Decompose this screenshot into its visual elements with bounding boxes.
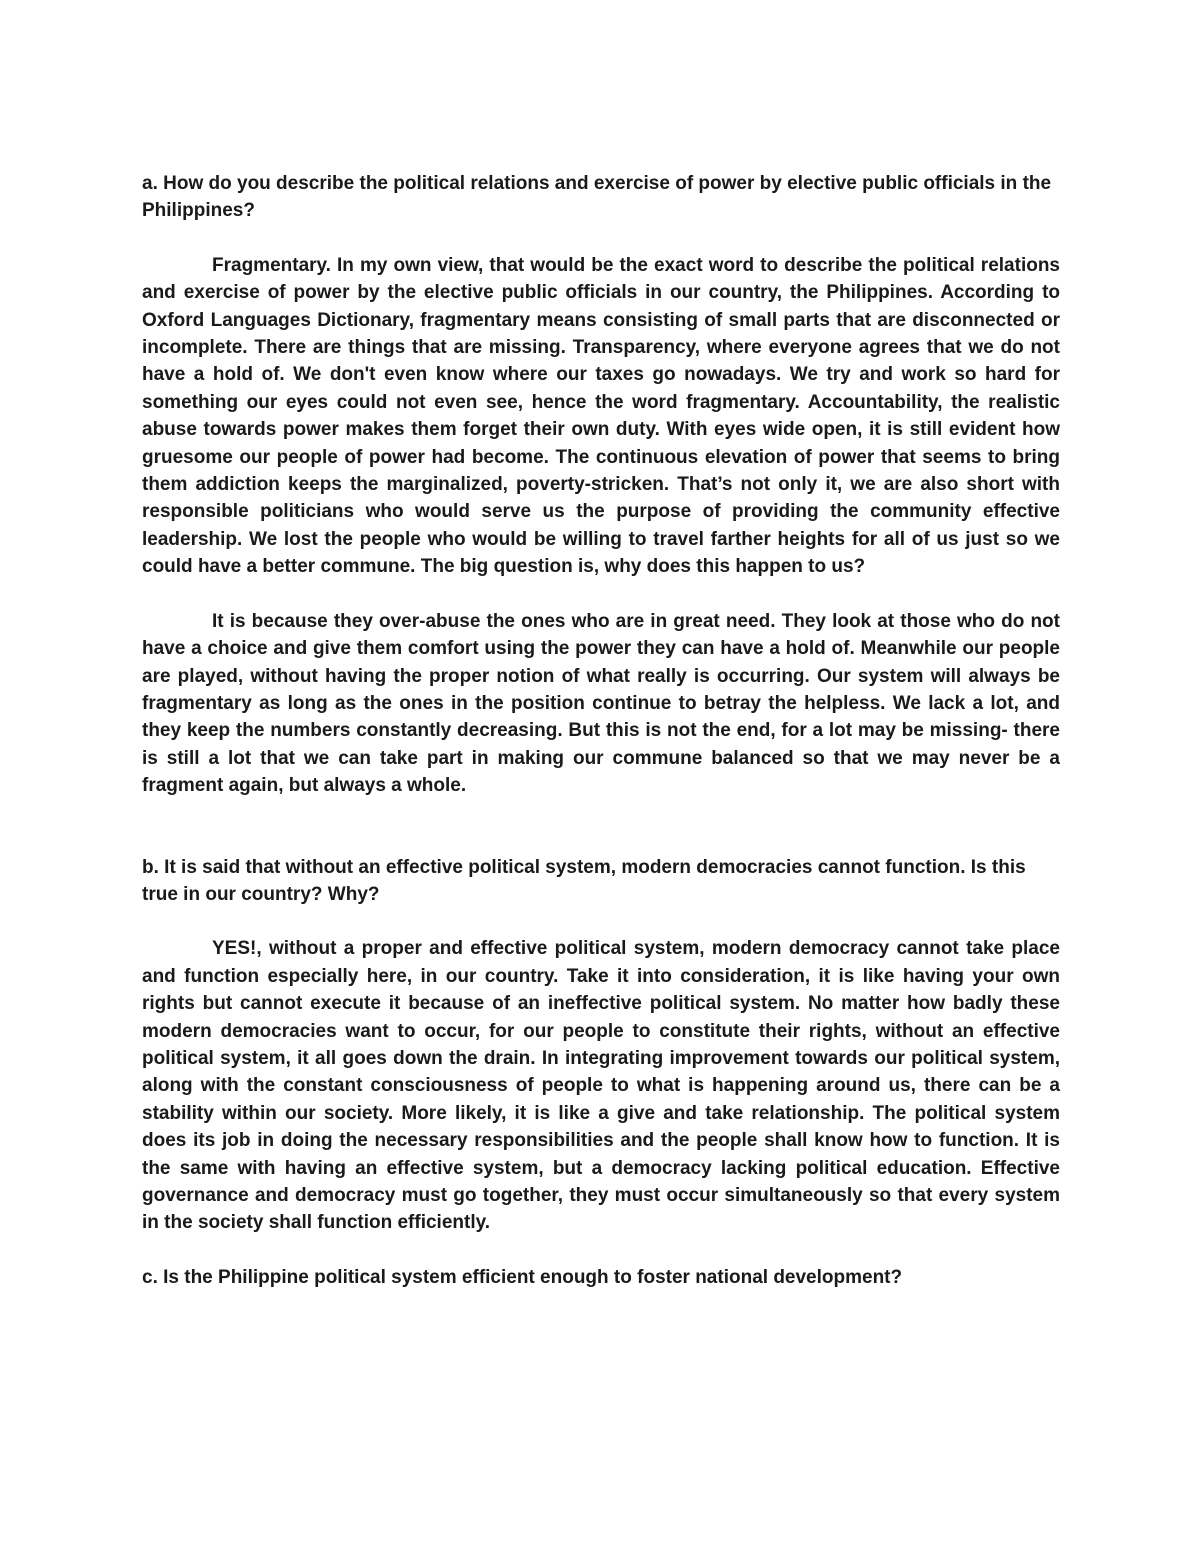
document-body — [142, 170, 1060, 1291]
paragraph-spacer — [142, 225, 1060, 252]
question-c: c. Is the Philippine political system efficient enough to foster national development? — [142, 1266, 903, 1288]
paragraph-spacer — [142, 581, 1060, 608]
answer-a-paragraph-2: It is because they over-abuse the ones who are in great need. They look at those who do not have a choice and give them comfort using the power they can have a hold of. Meanwhile our people are played, without having the proper notion of what really is occurring. Our system will always be fragmentary as long as the ones in the position continue to betray the helpless. We lack a lot, and they keep the numbers constantly decreasing. But this is not the end, for a lot may be missing- there is still a lot that we can take part in making our commune balanced so that we may never be a fragment again, but always a whole. — [142, 610, 1060, 797]
question-a: a. How do you describe the political relations and exercise of power by elective public officials in the Philippines? — [142, 173, 1052, 222]
question-b: b. It is said that without an effective political system, modern democracies cannot function. Is this true in our country? Why? — [142, 856, 1026, 905]
answer-b-paragraph-1: YES!, without a proper and effective political system, modern democracy cannot take place and function especially here, in our country. Take it into consideration, it is like having your own rights but cannot execute it because of an ineffective political system. No matter how badly these modern democracies want to occur, for our people to constitute their rights, without an effective political system, it all goes down the drain. In integrating improvement towards our political system, along with the constant consciousness of people to what is happening around us, there can be a stability within our society. More likely, it is like a give and take relationship. The political system does its job in doing the necessary responsibilities and the people shall know how to function. It is the same with having an effective system, but a democracy lacking political education. Effective governance and democracy must go together, they must occur simultaneously so that every system in the society shall function efficiently. — [142, 938, 1060, 1234]
section-spacer — [142, 800, 1060, 854]
paragraph-spacer — [142, 1237, 1060, 1264]
paragraph-spacer — [142, 908, 1060, 935]
answer-a-paragraph-1: Fragmentary. In my own view, that would be the exact word to describe the political relations and exercise of power by the elective public officials in our country, the Philippines. According to Oxford Languages Dictionary, fragmentary means consisting of small parts that are disconnected or incomplete. There are things that are missing. Transparency, where everyone agrees that we do not have a hold of. We don't even know where our taxes go nowadays. We try and work so hard for something our eyes could not even see, hence the word fragmentary. Accountability, the realistic abuse towards power makes them forget their own duty. With eyes wide open, it is still evident how gruesome our people of power had become. The continuous elevation of power that seems to bring them addiction keeps the marginalized, poverty-stricken. That’s not only it, we are also short with responsible politicians who would serve us the purpose of providing the community effective leadership. We lost the people who would be willing to travel farther heights for all of us just so we could have a better commune. The big question is, why does this happen to us? — [142, 254, 1060, 578]
